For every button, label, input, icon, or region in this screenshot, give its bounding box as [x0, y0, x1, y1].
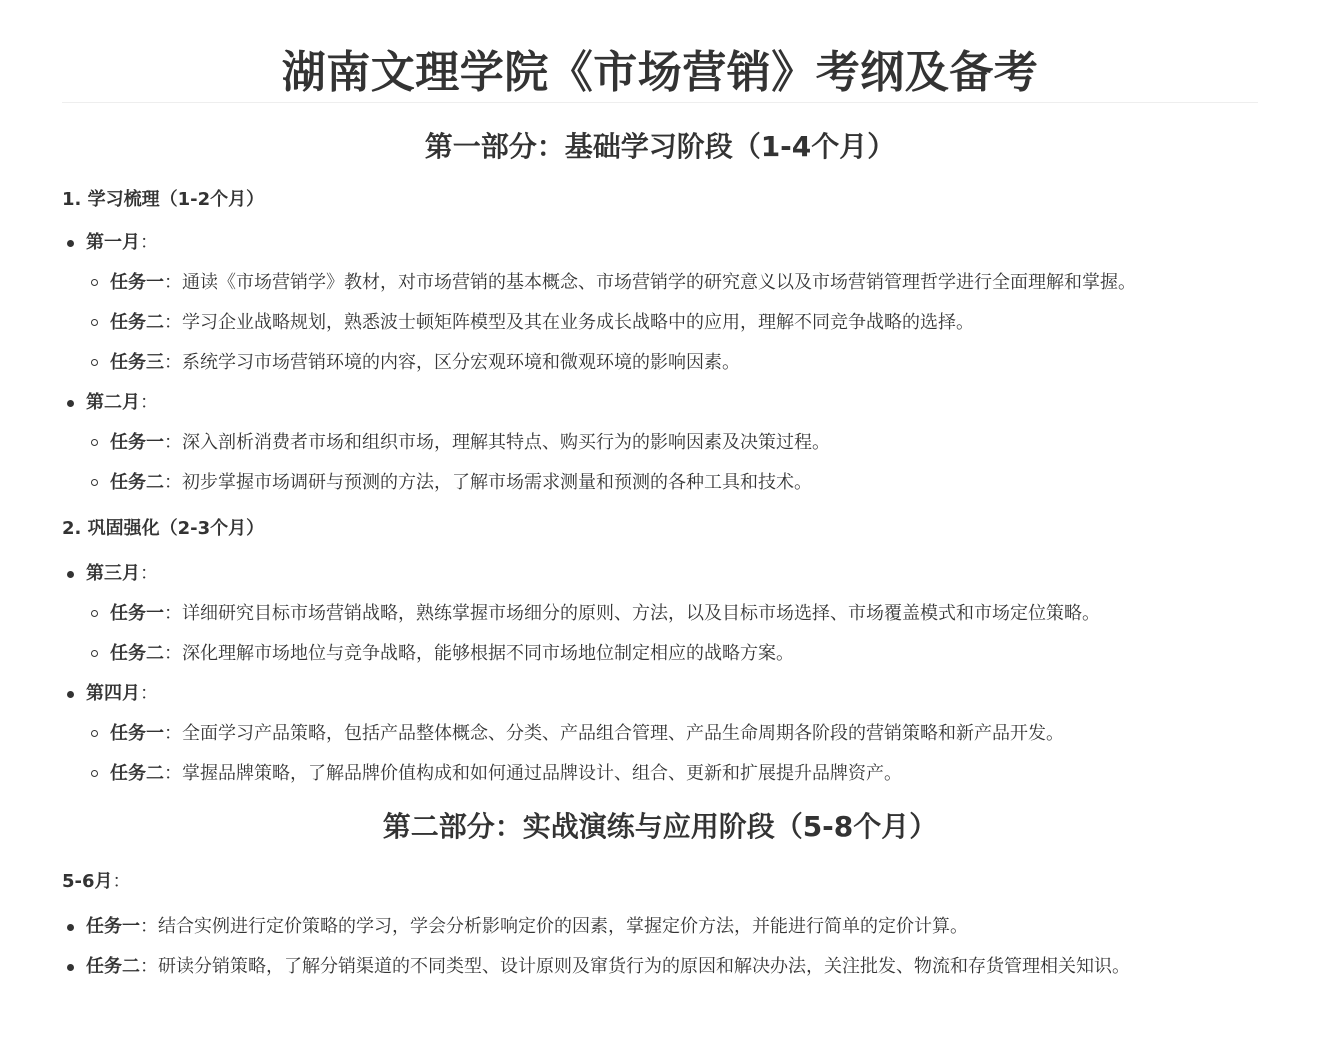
list-item-task [86, 350, 1258, 376]
task-label: 任务一 [86, 916, 140, 937]
task-row [86, 914, 1258, 940]
colon: ： [164, 432, 182, 453]
section-heading-consolidation: 2. 巩固强化（2-3个月） [62, 518, 265, 539]
bullet-disc-icon [67, 240, 74, 247]
bullet-circle-icon [91, 359, 98, 366]
task-row [110, 641, 1258, 667]
bullet-circle-icon [91, 479, 98, 486]
bullet-circle-icon [91, 730, 98, 737]
task-text: 详细研究目标市场营销战略，熟练掌握市场细分的原则、方法，以及目标市场选择、市场覆盖模式和市场定位策略。 [182, 603, 1100, 624]
task-text: 研读分销策略，了解分销渠道的不同类型、设计原则及窜货行为的原因和解决办法，关注批发、物流和存货管理相关知识。 [158, 956, 1130, 977]
task-label: 任务二 [110, 643, 164, 664]
list-item-task [86, 721, 1258, 747]
list-item-month [62, 681, 1258, 787]
task-list [86, 270, 1258, 376]
task-text: 系统学习市场营销环境的内容，区分宏观环境和微观环境的影响因素。 [182, 352, 740, 373]
colon: ： [140, 956, 158, 977]
list-item-month [62, 230, 1258, 376]
task-row [110, 721, 1258, 747]
task-label: 任务二 [110, 472, 164, 493]
document-title: 湖南文理学院《市场营销》考纲及备考 [281, 47, 1039, 98]
task-text: 掌握品牌策略，了解品牌价值构成和如何通过品牌设计、组合、更新和扩展提升品牌资产。 [182, 763, 902, 784]
month-label: 第四月 [86, 683, 140, 704]
colon: ： [140, 683, 158, 704]
list-item-month [62, 390, 1258, 496]
colon: ： [140, 916, 158, 937]
task-label: 任务一 [110, 432, 164, 453]
task-text: 学习企业战略规划，熟悉波士顿矩阵模型及其在业务成长战略中的应用，理解不同竞争战略的选择。 [182, 312, 974, 333]
task-row [110, 430, 1258, 456]
task-row [86, 954, 1258, 980]
task-label: 任务二 [110, 312, 164, 333]
bullet-circle-icon [91, 279, 98, 286]
task-text: 深化理解市场地位与竞争战略，能够根据不同市场地位制定相应的战略方案。 [182, 643, 794, 664]
task-list [86, 601, 1258, 667]
title-divider [62, 102, 1258, 103]
month-row [86, 561, 1258, 587]
task-label: 任务一 [110, 272, 164, 293]
list-item-task [62, 914, 1258, 940]
month-list [62, 561, 1258, 787]
bullet-disc-icon [67, 400, 74, 407]
list-item-task [86, 641, 1258, 667]
task-row [110, 601, 1258, 627]
task-row [110, 310, 1258, 336]
month-row [86, 390, 1258, 416]
part1-heading: 第一部分：基础学习阶段（1-4个月） [424, 130, 896, 163]
task-label: 任务一 [110, 723, 164, 744]
task-row [110, 761, 1258, 787]
bullet-circle-icon [91, 770, 98, 777]
month-label: 第一月 [86, 232, 140, 253]
period-heading [62, 868, 1258, 896]
part2-heading: 第二部分：实战演练与应用阶段（5-8个月） [382, 810, 938, 843]
list-item-task [86, 470, 1258, 496]
task-label: 任务二 [110, 763, 164, 784]
task-row [110, 350, 1258, 376]
colon: ： [164, 312, 182, 333]
month-list [62, 230, 1258, 496]
month-row [86, 230, 1258, 256]
colon: ： [140, 563, 158, 584]
colon: ： [164, 763, 182, 784]
task-label: 任务一 [110, 603, 164, 624]
colon: ： [164, 352, 182, 373]
bullet-disc-icon [67, 964, 74, 971]
list-item-task [86, 601, 1258, 627]
bullet-circle-icon [91, 610, 98, 617]
list-item-task [86, 270, 1258, 296]
bullet-disc-icon [67, 691, 74, 698]
task-label: 任务二 [86, 956, 140, 977]
bullet-disc-icon [67, 571, 74, 578]
task-row [110, 270, 1258, 296]
task-list [62, 914, 1258, 980]
list-item-task [86, 761, 1258, 787]
colon: ： [164, 472, 182, 493]
task-list [86, 721, 1258, 787]
colon: ： [164, 643, 182, 664]
section-heading-study-review: 1. 学习梳理（1-2个月） [62, 189, 265, 210]
task-text: 深入剖析消费者市场和组织市场，理解其特点、购买行为的影响因素及决策过程。 [182, 432, 830, 453]
colon: ： [164, 723, 182, 744]
bullet-circle-icon [91, 650, 98, 657]
bullet-disc-icon [67, 924, 74, 931]
month-label: 第三月 [86, 563, 140, 584]
list-item-task [62, 954, 1258, 980]
colon: ： [140, 392, 158, 413]
task-label: 任务三 [110, 352, 164, 373]
month-label: 第二月 [86, 392, 140, 413]
task-text: 初步掌握市场调研与预测的方法，了解市场需求测量和预测的各种工具和技术。 [182, 472, 812, 493]
list-item-task [86, 310, 1258, 336]
task-text: 通读《市场营销学》教材，对市场营销的基本概念、市场营销学的研究意义以及市场营销管理哲学进行全面理解和掌握。 [182, 272, 1136, 293]
colon: ： [164, 603, 182, 624]
period-label: 5-6月 [62, 871, 113, 892]
month-row [86, 681, 1258, 707]
task-text: 结合实例进行定价策略的学习，学会分析影响定价的因素，掌握定价方法，并能进行简单的定价计算。 [158, 916, 968, 937]
colon: ： [112, 871, 131, 892]
bullet-circle-icon [91, 319, 98, 326]
task-text: 全面学习产品策略，包括产品整体概念、分类、产品组合管理、产品生命周期各阶段的营销策略和新产品开发。 [182, 723, 1064, 744]
list-item-task [86, 430, 1258, 456]
colon: ： [140, 232, 158, 253]
colon: ： [164, 272, 182, 293]
task-row [110, 470, 1258, 496]
task-list [86, 430, 1258, 496]
list-item-month [62, 561, 1258, 667]
bullet-circle-icon [91, 439, 98, 446]
